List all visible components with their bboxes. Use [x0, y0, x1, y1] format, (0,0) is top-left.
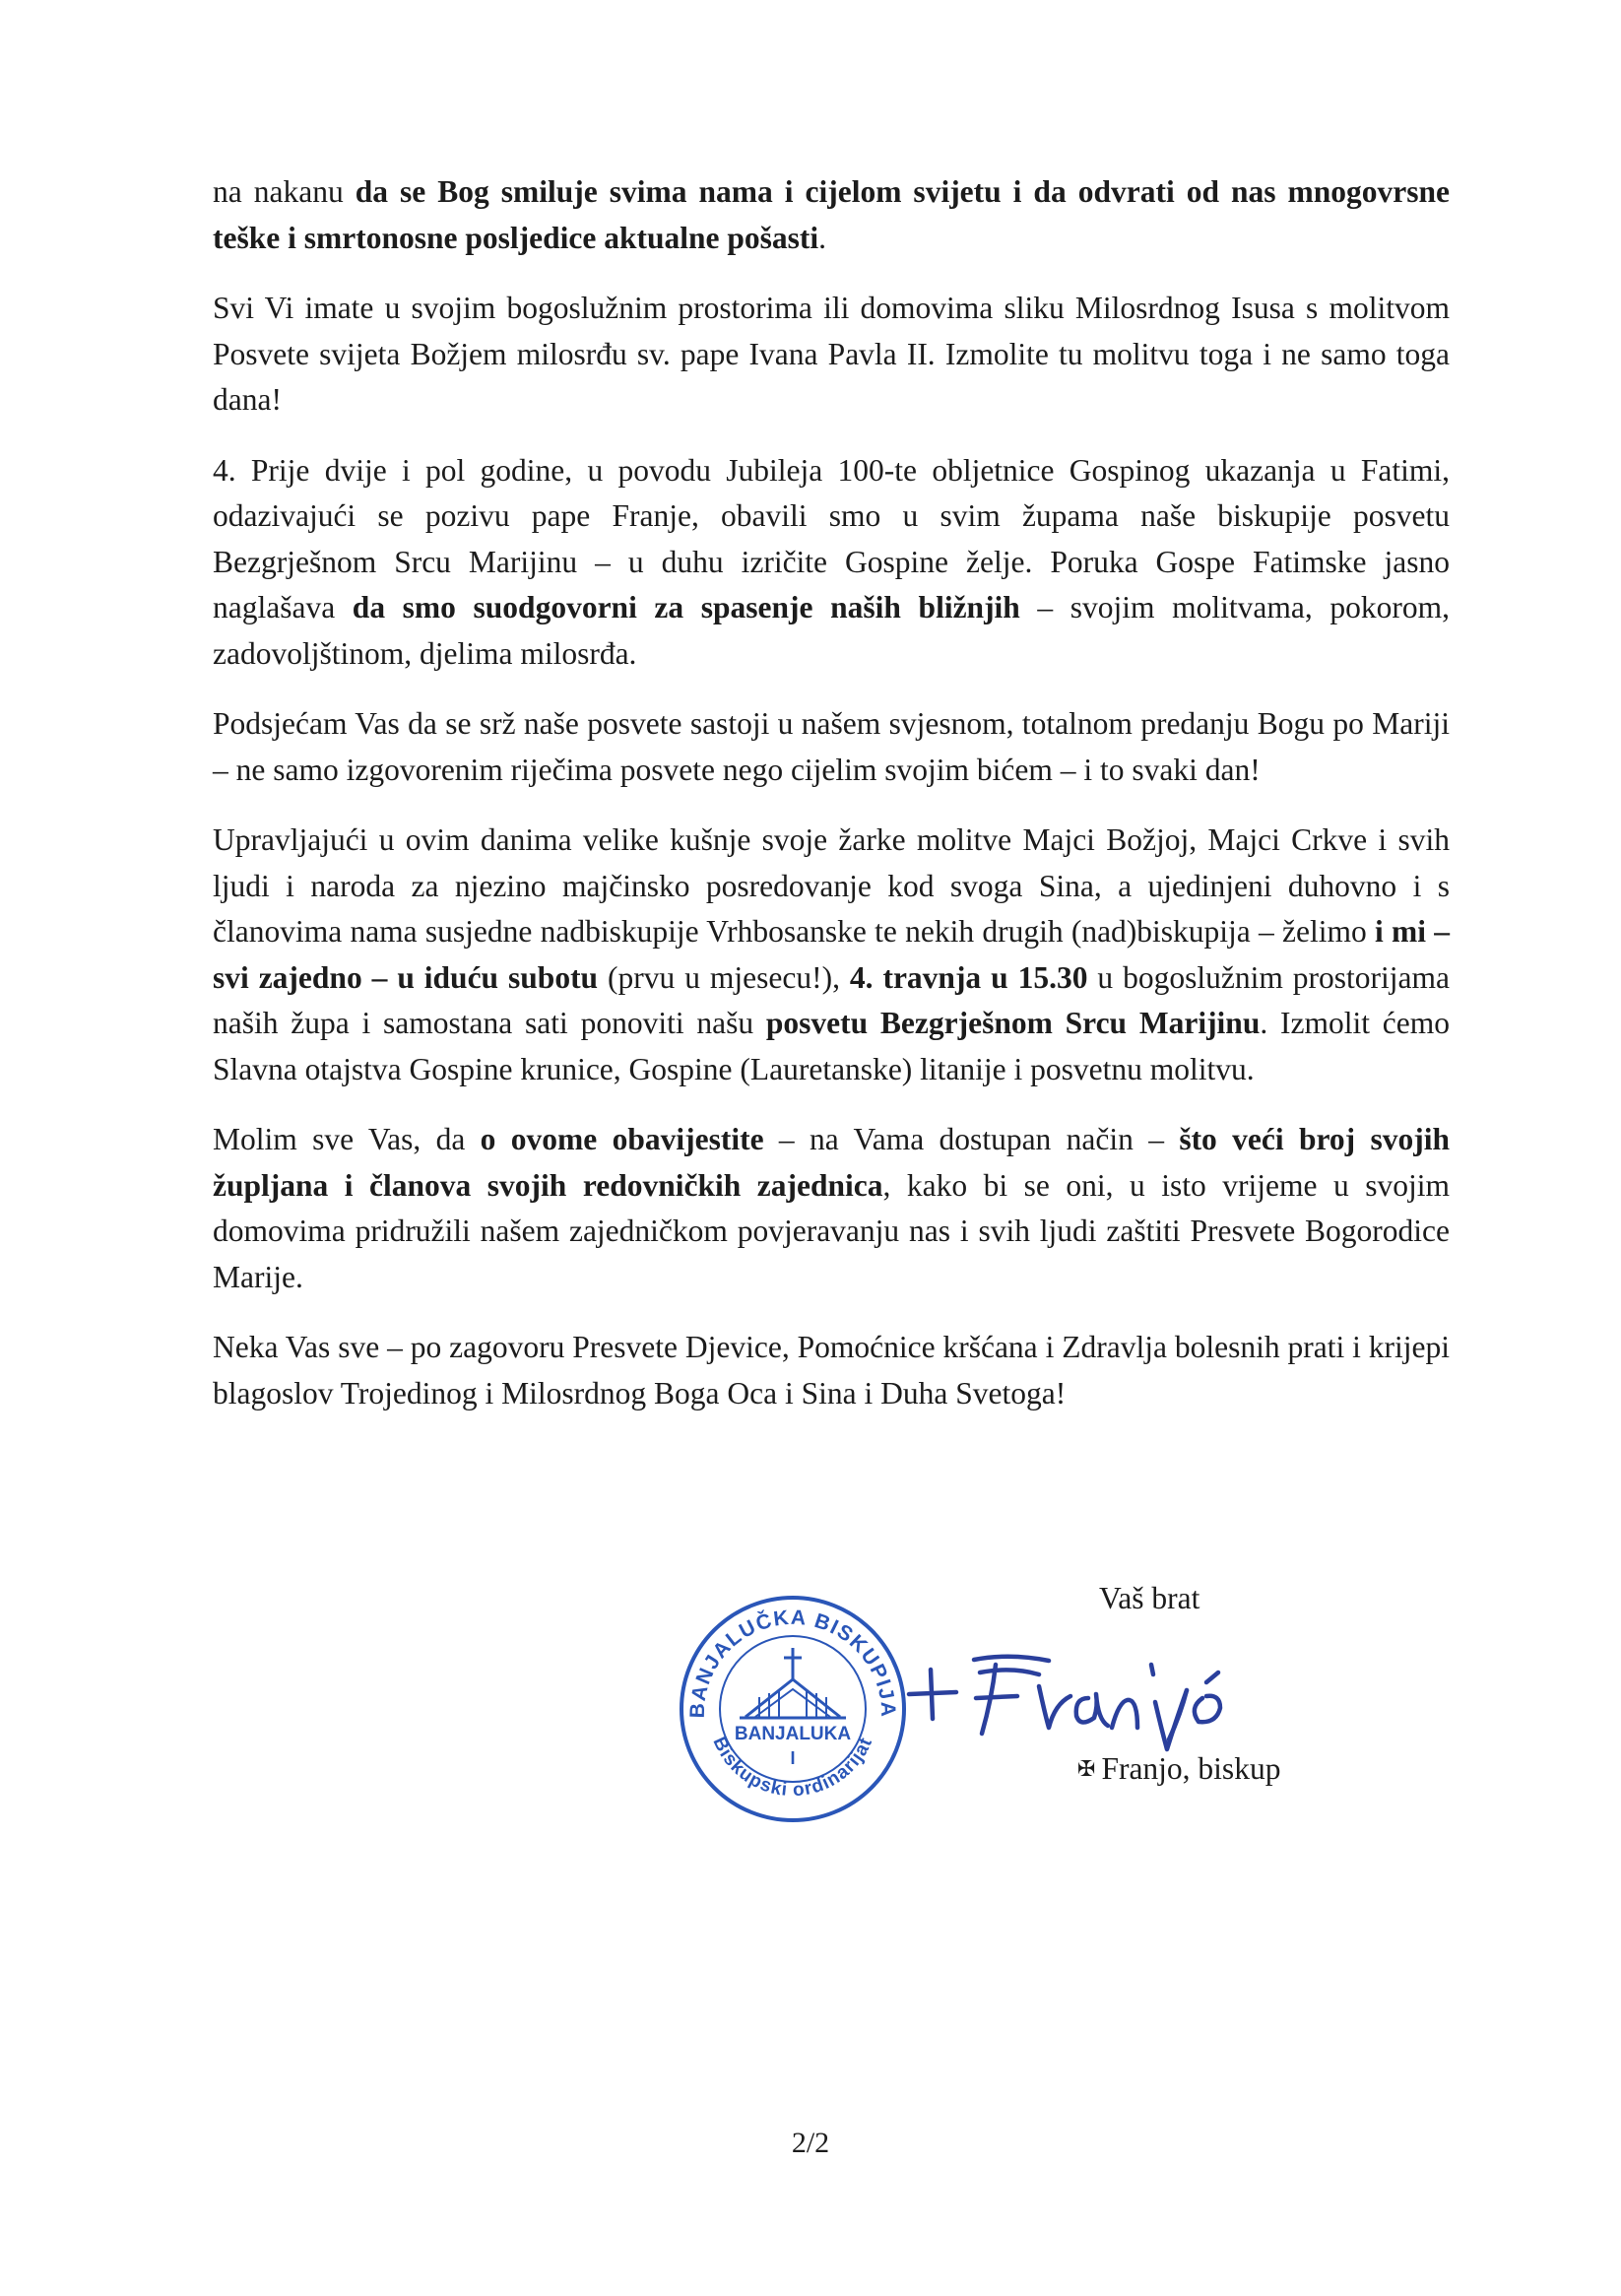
text-run: .	[818, 220, 827, 255]
signer-line	[1077, 1746, 1280, 1793]
text-run: . Izmolit ćemo Slavna otajstva Gospine krunice, Gospine (Lauretanske) litanije i posvetnu molitvu.	[213, 1006, 1450, 1086]
bold-text: što veći broj svojih župljana i članova svojih redovničkih zajednica	[213, 1122, 1450, 1203]
bold-text: posvetu Bezgrješnom Srcu Marijinu	[765, 1006, 1261, 1040]
seal-inner-text: BANJALUKA	[734, 1724, 852, 1744]
page-number: 2/2	[791, 2127, 830, 2159]
signer-name: Franjo, biskup	[1101, 1751, 1281, 1786]
closing-salutation: Vaš brat	[1099, 1581, 1200, 1615]
episcopal-cross-icon: ✠	[1077, 1757, 1096, 1782]
letter-body	[213, 169, 1450, 1441]
handwritten-signature	[901, 1625, 1275, 1753]
text-run: 4. Prije dvije i pol godine, u povodu Jubileja 100-te obljetnice Gospinog ukazanja u Fatimi, odazivajući se pozivu pape Franje, obavili smo u svim župama naše biskupije posvetu Bezgrješnom Srcu Marijinu – u duhu izričite Gospine želje. Poruka Gospe Fatimske jasno naglašava	[213, 452, 1450, 624]
letter-paragraph	[213, 1117, 1450, 1300]
diocese-seal	[675, 1591, 911, 1827]
signature-text: +Franjo	[901, 1625, 905, 1626]
text-run: Podsjećam Vas da se srž naše posvete sastoji u našem svjesnom, totalnom predanju Bogu po Mariji – ne samo izgovorenim riječima posvete nego cijelim svojim bićem – i to svaki dan!	[213, 706, 1450, 787]
text-run: Svi Vi imate u svojim bogoslužnim prostorima ili domovima sliku Milosrdnog Isusa s molitvom Posvete svijeta Božjem milosrđu sv. pape Ivana Pavla II. Izmolite tu molitvu toga i ne samo toga dana!	[213, 291, 1450, 417]
text-run: Neka Vas sve – po zagovoru Presvete Djevice, Pomoćnice kršćana i Zdravlja bolesnih prati i krijepi blagoslov Trojedinog i Milosrdnog Boga Oca i Sina i Duha Svetoga!	[213, 1330, 1450, 1410]
text-run: na nakanu	[213, 174, 356, 209]
letter-paragraph	[213, 169, 1450, 261]
letter-paragraph	[213, 1325, 1450, 1416]
bold-text: da smo suodgovorni za spasenje naših bližnjih	[352, 590, 1020, 624]
text-run: , kako bi se oni, u isto vrijeme u svojim domovima pridružili našem zajedničkom povjeravanju nas i svih ljudi zaštiti Presvete Bogorodice Marije.	[213, 1167, 1450, 1294]
seal-outer-text: BANJALUČKA BISKUPIJA	[685, 1606, 900, 1719]
text-run: u bogoslužnim prostorijama naših župa i samostana sati ponoviti našu	[213, 959, 1450, 1040]
text-run: Upravljajući u ovim danima velike kušnje svoje žarke molitve Majci Božjoj, Majci Crkve i svih ljudi i naroda za njezino majčinsko posredovanje kod svoga Sina, a ujedinjeni duhovno i s članovima nama susjedne nadbiskupije Vrhbosanske te nekih drugih (nad)biskupija – želimo	[213, 822, 1450, 949]
text-run: Molim sve Vas, da	[213, 1122, 481, 1156]
text-run: – svojim molitvama, pokorom, zadovoljštinom, djelima milosrđa.	[213, 590, 1450, 671]
bold-text: o ovome obavijestite	[480, 1122, 764, 1156]
letter-paragraph	[213, 701, 1450, 793]
bold-text: da se Bog smiluje svima nama i cijelom svijetu i da odvrati od nas mnogovrsne teške i smrtonosne posljedice aktualne pošasti	[213, 174, 1450, 255]
bold-text: 4. travnja u 15.30	[849, 959, 1088, 995]
letter-paragraph	[213, 448, 1450, 678]
text-run: (prvu u mjesecu!),	[598, 959, 850, 995]
letter-paragraph	[213, 818, 1450, 1092]
seal-lower-text: Biskupski ordinarijat	[708, 1734, 877, 1802]
bold-text: i mi – svi zajedno – u iduću subotu	[213, 914, 1450, 995]
seal-mark: I	[790, 1748, 796, 1768]
letter-paragraph	[213, 286, 1450, 424]
text-run: – na Vama dostupan način –	[763, 1122, 1180, 1156]
